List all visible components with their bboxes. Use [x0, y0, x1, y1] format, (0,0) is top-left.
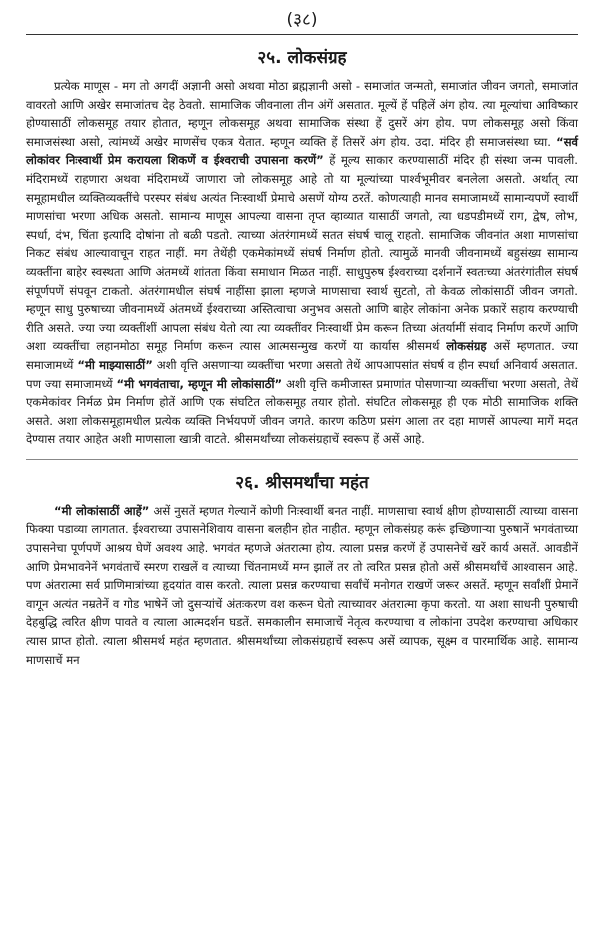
body-text: प्रत्येक माणूस - मग तो अगदीं अज्ञानी असो अथवा मोठा ब्रह्मज्ञानी असो - समाजांत जन्मतो, समाजांत जीवन जगतो, समाजांत वावरतो आणि अखेर समाजांतच देह ठेवतो. सामाजिक जीवनाला तीन अंगें असतात. मूल्यें हें पहिलें अंग होय. त्या मूल्यांचा आविष्कार होण्यासाठीं लोकसमूह तयार होतात, म्हणून लोकसमूह अथवा सामाजिक संस्था हें दुसरें अंग होय. पण लोकसमूह असो किंवा समाजसंस्था असो, त्यांमध्यें अखेर माणसेंच एकत्र येतात. म्हणून व्यक्ति हें तिसरें अंग होय. उदा. मंदिर ही समाजसंस्था घ्या.	[26, 79, 578, 149]
body-text: हें मूल्य साकार करण्यासाठीं मंदिर ही संस्था जन्म पावली. मंदिरामध्यें राहणारा अथवा मंदिरामध्यें जाणारा जो लोकसमूह आहे तो या मूल्यांच्या पार्श्वभूमीवर बनलेला असतो. अर्थात् त्या समूहामधील व्यक्तिव्यक्तींचे परस्पर संबंध अत्यंत निःस्वार्थी प्रेमाचे असणें योग्य ठरतें. कोणत्याही मानव समाजामध्यें सामान्यपणें स्वार्थी माणसांचा भरणा अधिक असतो. सामान्य माणूस आपल्या वासना तृप्त व्हाव्यात यासाठीं जगतो, त्या धडपडीमध्यें राग, द्वेष, लोभ, स्पर्धा, दंभ, चिंता इत्यादि दोषांना तो बळी पडतो. त्याच्या अंतरंगामध्यें सतत संघर्ष चालू राहतो. सामाजिक जीवनांत अशा माणसांचा निकट संबंध आल्यावाचून राहत नाहीं. मग तेथेंही एकमेकांमध्यें संघर्ष निर्माण होतो. त्यामुळें मानवी जीवनामध्यें बहुसंख्य सामान्य व्यक्तींना बाहेर स्वस्थता आणि अंतमध्यें शांतता किंवा समाधान मिळत नाहीं. साधुपुरुष ईश्वराच्या दर्शनानें स्वतःच्या अंतरंगांतील संघर्ष संपूर्णपणें संपवून टाकतो. अंतरंगामधील संघर्ष नाहींसा झाला म्हणजे माणसाचा स्वार्थ सुटतो, तो केवळ लोकांसाठीं जीवन जगतो. म्हणून साधु पुरुषाच्या जीवनामध्यें अंतमध्यें ईश्वराच्या अस्तित्वाचा अनुभव असतो आणि बाहेर लोकांना अनेक प्रकारें सहाय करण्याची रीति असते. ज्या ज्या व्यक्तींशीं आपला संबंध येतो त्या त्या व्यक्तींवर निःस्वार्थी प्रेम करून तिच्या अंतर्यामीं संवाद निर्माण करणें आणि अशा व्यक्तींचा लहानमोठा समूह निर्माण करून त्यास आत्मसन्मुख करणें या कार्यास श्रीसमर्थ	[26, 153, 578, 354]
section-25-paragraph	[26, 77, 578, 449]
section-separator	[26, 459, 578, 460]
section-26-paragraph	[26, 502, 578, 669]
section-26-title: २६. श्रीसमर्थांचा महंत	[235, 472, 369, 493]
body-text: अशी वृत्ति असणाऱ्या व्यक्तींचा भरणा असतो तेथें आपआपसांत संघर्ष व हीन स्पर्धा अनिवार्य असतात. पण ज्या समाजामध्यें	[26, 357, 578, 391]
page-number: (३८)	[286, 10, 318, 30]
body-text: अशी वृत्ति कमीजास्त प्रमाणांत पोसणाऱ्या व्यक्तींचा भरणा असतो, तेथें एकमेकांवर निर्मळ प्रेम निर्माण होतें आणि एक संघटित लोकसमूह तयार होतो. संघटित लोकसमूह ही एक मोठी सामाजिक शक्ति असते. अशा लोकसमूहामधील प्रत्येक व्यक्ति निर्भयपणें जीवन जगते. कारण कठिण प्रसंग आला तर दहा माणसें आपल्या मागें मदत देण्यास तयार आहेत अशी माणसाला खात्री वाटते. श्रीसमर्थांच्या लोकसंग्रहाचें स्वरूप हें असें आहे.	[26, 376, 579, 447]
emphasis-text: “मी माझ्यासाठीं”	[77, 357, 153, 372]
body-text: असें नुसतें म्हणत गेल्यानें कोणी निःस्वार्थी बनत नाहीं. माणसाचा स्वार्थ क्षीण होण्यासाठीं त्याच्या वासना फिक्या पडाव्या लागतात. ईश्वराच्या उपासनेशिवाय वासना बलहीन होत नाहीत. म्हणून लोकसंग्रह करूं इच्छिणाऱ्या पुरुषानें भगवंताच्या उपासनेचा पूर्णपणें आश्रय घेणें अवश्य आहे. भगवंत म्हणजे अंतरात्मा होय. त्याला प्रसन्न करणें हें उपासनेचें खरें कार्य असतें. आवडीनें आणि प्रेमभावनेनें भगवंताचें स्मरण राखलें व त्याच्या चिंतनामध्यें मग्न झालें तर तो त्वरित प्रसन्न होतो असें श्रीसमर्थांचें आश्वासन आहे. पण अंतरात्मा सर्व प्राणिमात्रांच्या हृदयांत वास करतो. त्याला प्रसन्न करण्याचा सर्वांचें मनोगत राखणें जरूर असतें. म्हणून सर्वांशीं प्रेमानें वागून अत्यंत नम्रतेनें व गोड भाषेनें जो दुसऱ्यांचें अंतःकरण वश करून घेतो त्याच्यावर अंतरात्मा कृपा करतो. या अशा साधनी पुरुषाची देहबुद्धि त्वरित क्षीण पावते व त्याला आत्मदर्शन घडतें. समकालीन समाजाचें नेतृत्व करण्याचा व लोकांना उपदेश करण्याचा अधिकार त्यास प्राप्त होतो. त्याला श्रीसमर्थ महंत म्हणतात. श्रीसमर्थांच्या लोकसंग्रहाचें स्वरूप असें व्यापक, सूक्ष्म व पारमार्थिक आहे. सामान्य माणसाचें मन	[26, 503, 578, 667]
header-rule	[26, 34, 578, 35]
emphasis-text: “मी भगवंताचा, म्हणून मी लोकांसाठीं”	[116, 376, 283, 391]
emphasis-text: “मी लोकांसाठीं आहें”	[54, 503, 150, 518]
emphasis-text: लोकसंग्रह	[446, 339, 487, 354]
emphasis-text: “सर्व लोकांवर निःस्वार्थी प्रेम करायला शिकणें व ईश्वराची उपासना करणें”	[26, 134, 578, 168]
section-25-title: २५. लोकसंग्रह	[257, 48, 347, 68]
body-text: असें म्हणतात. ज्या समाजामध्यें	[26, 339, 579, 372]
